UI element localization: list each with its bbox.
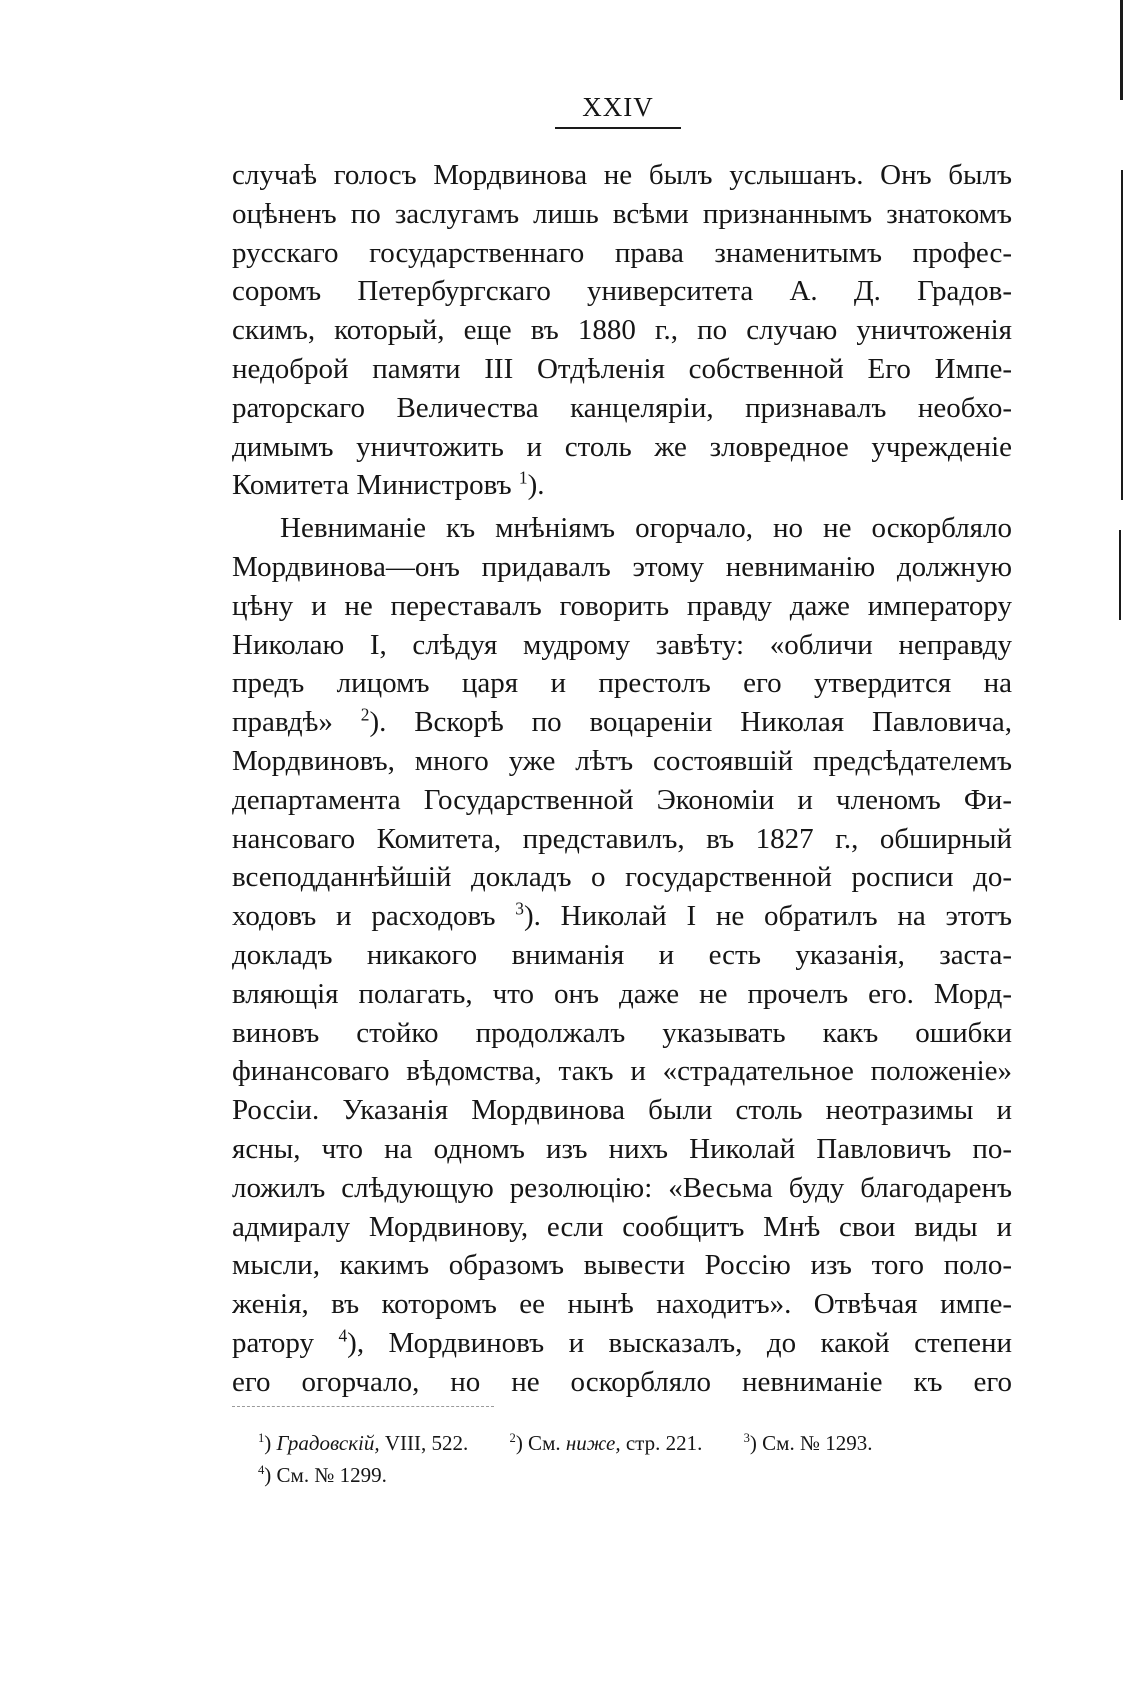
footnote-2: [510, 1427, 703, 1459]
text-line: предъ лицомъ царя и престолъ его утвердится на: [232, 667, 1012, 700]
main-text: [232, 156, 1012, 1402]
text-line: оцѣненъ по заслугамъ лишь всѣми признаннымъ знатокомъ: [232, 197, 1012, 230]
text-line: докладъ никакого вниманія и есть указанія, заста-: [232, 938, 1012, 971]
text-line: всеподданнѣйшій докладъ о государственной росписи до-: [232, 861, 1012, 894]
text-line: раторскаго Величества канцеляріи, признавалъ необхо-: [232, 391, 1012, 424]
text-line: ложилъ слѣдующую резолюцію: «Весьма буду благодаренъ: [232, 1171, 1012, 1204]
page-number: XXIV: [555, 92, 681, 129]
text-line: [232, 466, 1012, 505]
footnote-mark: 2: [509, 1431, 516, 1445]
footnote-3: [744, 1427, 873, 1459]
footnote-mark: 1: [258, 1431, 265, 1445]
footnote-ref: 1: [518, 467, 528, 488]
text-line: ясны, что на одномъ изъ нихъ Николай Павловичъ по-: [232, 1132, 1012, 1165]
footnote-4: [258, 1459, 387, 1491]
text-line: женія, въ которомъ ее нынѣ находитъ». Отвѣчая импе-: [232, 1288, 1012, 1321]
text-fragment: ).: [527, 469, 545, 502]
footnote-text: VIII, 522.: [379, 1431, 469, 1455]
text-line: департамента Государственной Экономіи и членомъ Фи-: [232, 783, 1012, 816]
footnote-text: стр. 221.: [620, 1431, 703, 1455]
footnote-mark: 4: [258, 1463, 265, 1477]
footnote-line: [258, 1459, 1018, 1491]
footnote-text: ) См. № 1293.: [749, 1431, 873, 1455]
text-line: Мордвиновъ, много уже лѣтъ состоявшій предсѣдателемъ: [232, 744, 1012, 777]
footnotes: [258, 1427, 1018, 1491]
text-line: Невниманіе къ мнѣніямъ огорчало, но не оскорбляло: [280, 512, 1012, 545]
text-line: адмиралу Мордвинову, если сообщитъ Мнѣ свои виды и: [232, 1210, 1012, 1243]
scan-edge-mark: [1120, 0, 1123, 100]
text-line: [232, 1324, 1012, 1363]
scan-edge-mark: [1121, 170, 1123, 500]
footnote-text: ): [264, 1431, 277, 1455]
text-fragment: правдѣ»: [232, 706, 361, 739]
text-line: вляющія полагать, что онъ даже не прочелъ его. Морд-: [232, 977, 1012, 1010]
footnote-ref: 3: [515, 898, 524, 919]
text-line: скимъ, который, еще въ 1880 г., по случаю уничтоженія: [232, 314, 1012, 347]
footnote-ref: 4: [338, 1325, 348, 1346]
text-line: нансоваго Комитета, представилъ, въ 1827 г., обширный: [232, 822, 1012, 855]
text-fragment: Комитета Министровъ: [232, 469, 519, 502]
text-fragment: ). Николай I не обратилъ на этотъ: [523, 900, 1012, 933]
footnote-divider: [232, 1406, 494, 1407]
text-line: димымъ уничтожить и столь же зловредное учрежденіе: [232, 430, 1012, 463]
text-line: цѣну и не переставалъ говорить правду даже императору: [232, 589, 1012, 622]
text-line: русскаго государственнаго права знаменитымъ профес-: [232, 236, 1012, 269]
footnote-text: ) См. № 1299.: [264, 1463, 387, 1487]
footnote-1: [258, 1427, 468, 1459]
text-line: недоброй памяти III Отдѣленія собственной Его Импе-: [232, 352, 1012, 385]
footnote-mark: 3: [743, 1431, 750, 1445]
footnote-text: ) См.: [515, 1431, 566, 1455]
text-line: случаѣ голосъ Мордвинова не былъ услышанъ. Онъ былъ: [232, 159, 1012, 191]
text-fragment: ходовъ и расходовъ: [232, 900, 516, 933]
text-line: [232, 897, 1012, 936]
footnote-ref: 2: [360, 704, 370, 725]
footnote-italic: ниже,: [565, 1431, 621, 1455]
footnote-italic: Градовскій,: [276, 1431, 380, 1455]
text-line: [232, 703, 1012, 742]
text-fragment: ), Мордвиновъ и высказалъ, до какой степени: [347, 1326, 1012, 1359]
text-line: его огорчало, но не оскорбляло невниманіе къ его: [232, 1365, 1012, 1398]
text-line: мысли, какимъ образомъ вывести Россію изъ того поло-: [232, 1249, 1012, 1282]
text-line: Николаю I, слѣдуя мудрому завѣту: «обличи неправду: [232, 628, 1012, 661]
text-line: финансоваго вѣдомства, такъ и «страдательное положеніе»: [232, 1055, 1012, 1088]
text-line: Россіи. Указанія Мордвинова были столь неотразимы и: [232, 1094, 1012, 1127]
footnote-line: [258, 1427, 1018, 1459]
scan-edge-mark: [1119, 530, 1121, 620]
text-line: Мордвинова—онъ придавалъ этому невниманію должную: [232, 550, 1012, 583]
text-fragment: ратору: [232, 1326, 339, 1359]
text-line: виновъ стойко продолжалъ указывать какъ ошибки: [232, 1016, 1012, 1049]
text-fragment: ). Вскорѣ по воцареніи Николая Павловича,: [369, 706, 1012, 739]
text-line: соромъ Петербургскаго университета А. Д. Градов-: [232, 275, 1012, 308]
